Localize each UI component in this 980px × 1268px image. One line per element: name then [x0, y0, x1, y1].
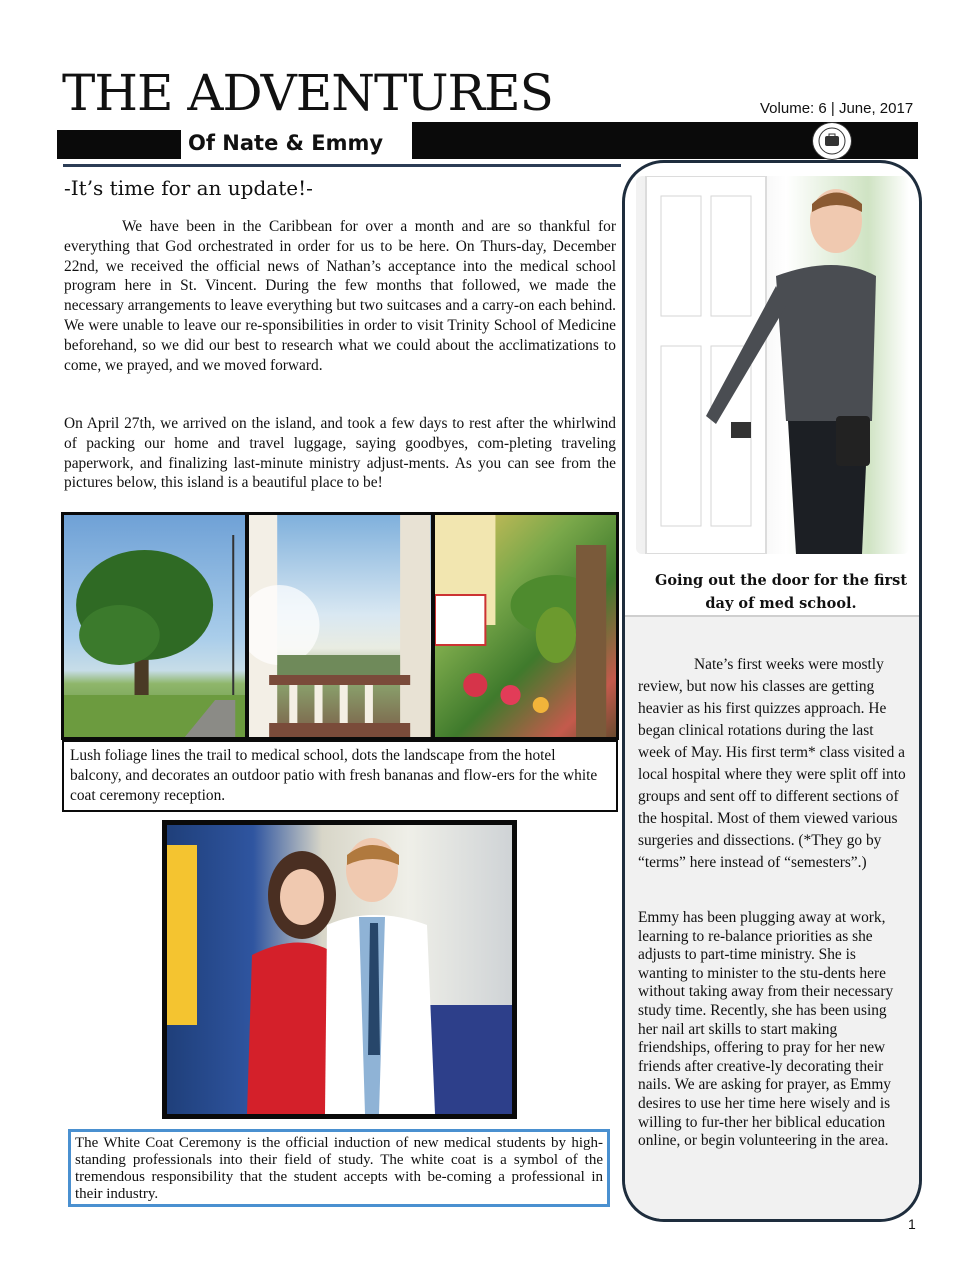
- article-paragraph-2: On April 27th, we arrived on the island, and took a few days to rest after the whirlwind of packing our home and travel luggage, saying goodbyes, com-pleting traveling paperwork, and finalizing last-minute ministry adjust-ments. As you can see from the pictures below, this island is a beautiful place to be!: [64, 415, 616, 492]
- page-number: 1: [908, 1216, 916, 1232]
- newsletter-subtitle: Of Nate & Emmy: [188, 131, 384, 155]
- sidebar-paragraph-2: Emmy has been plugging away at work, learning to re-balance priorities as she adjusts to part-time ministry. She is wanting to minister to the stu-dents here without taking away from their necessary study time. Recently, she has been using her nail art skills to start making friendships, offering to pray for her new friends after creative-ly decorating their nails. We are asking for prayer, as Emmy desires to use her time here wisely and is willing to fur-ther her biblical education online, or begin volunteering in the area.: [638, 909, 894, 1150]
- masthead-bar-left: [57, 130, 181, 159]
- patio-photo: [435, 515, 616, 737]
- tree-photo: [64, 515, 245, 737]
- nate-photo-caption: Going out the door for the first day of med school.: [654, 572, 908, 612]
- article-paragraph-1: We have been in the Caribbean for over a month and are so thankful for everything that God orchestrated in order for us to be here. On Thurs-day, December 22nd, we received the official news of Nathan’s acceptance into the medical school program here in St. Vincent. During the few months that followed, we made the necessary arrangements to leave everything but two suitcases and a carry-on each behind. We were unable to leave our re-sponsibilities in order to visit Trinity School of Medicine beforehand, so we did our best to research what we could about the acclimatizations to come, we prayed, and we moved forward.: [64, 218, 616, 374]
- white-coat-ceremony-photo: [167, 825, 512, 1114]
- photo-strip-caption: Lush foliage lines the trail to medical school, dots the landscape from the hotel balcony, and decorates an outdoor patio with fresh bananas and flow-ers for the white coat ceremony reception.: [62, 740, 618, 812]
- sidebar-paragraph-1: Nate’s first weeks were mostly review, but now his classes are getting heavier as his first quizzes approach. He began clinical rotations during the last week of May. His first term* class visited a local hospital where they were split off into groups and sent off to different sections of the hospital. Most of them viewed various surgeries and dissections. (*They go by “terms” here instead of “semesters”.): [638, 656, 906, 871]
- ceremony-photo-frame: [162, 820, 517, 1119]
- article-headline: -It’s time for an update!-: [64, 176, 313, 200]
- photo-strip: [61, 512, 619, 740]
- newsletter-title: THE ADVENTURES: [62, 64, 553, 122]
- header-rule: [63, 164, 621, 167]
- school-logo-icon: [812, 122, 852, 160]
- sidebar-divider: [625, 615, 919, 617]
- nate-door-photo: [636, 176, 909, 554]
- ceremony-caption: The White Coat Ceremony is the official induction of new medical students by high-standing professionals into their field of study. The white coat is a symbol of the tremendous responsibility that the student accepts with be-coming a professional in their industry.: [68, 1129, 610, 1207]
- volume-date: Volume: 6 | June, 2017: [760, 100, 914, 117]
- balcony-photo: [249, 515, 430, 737]
